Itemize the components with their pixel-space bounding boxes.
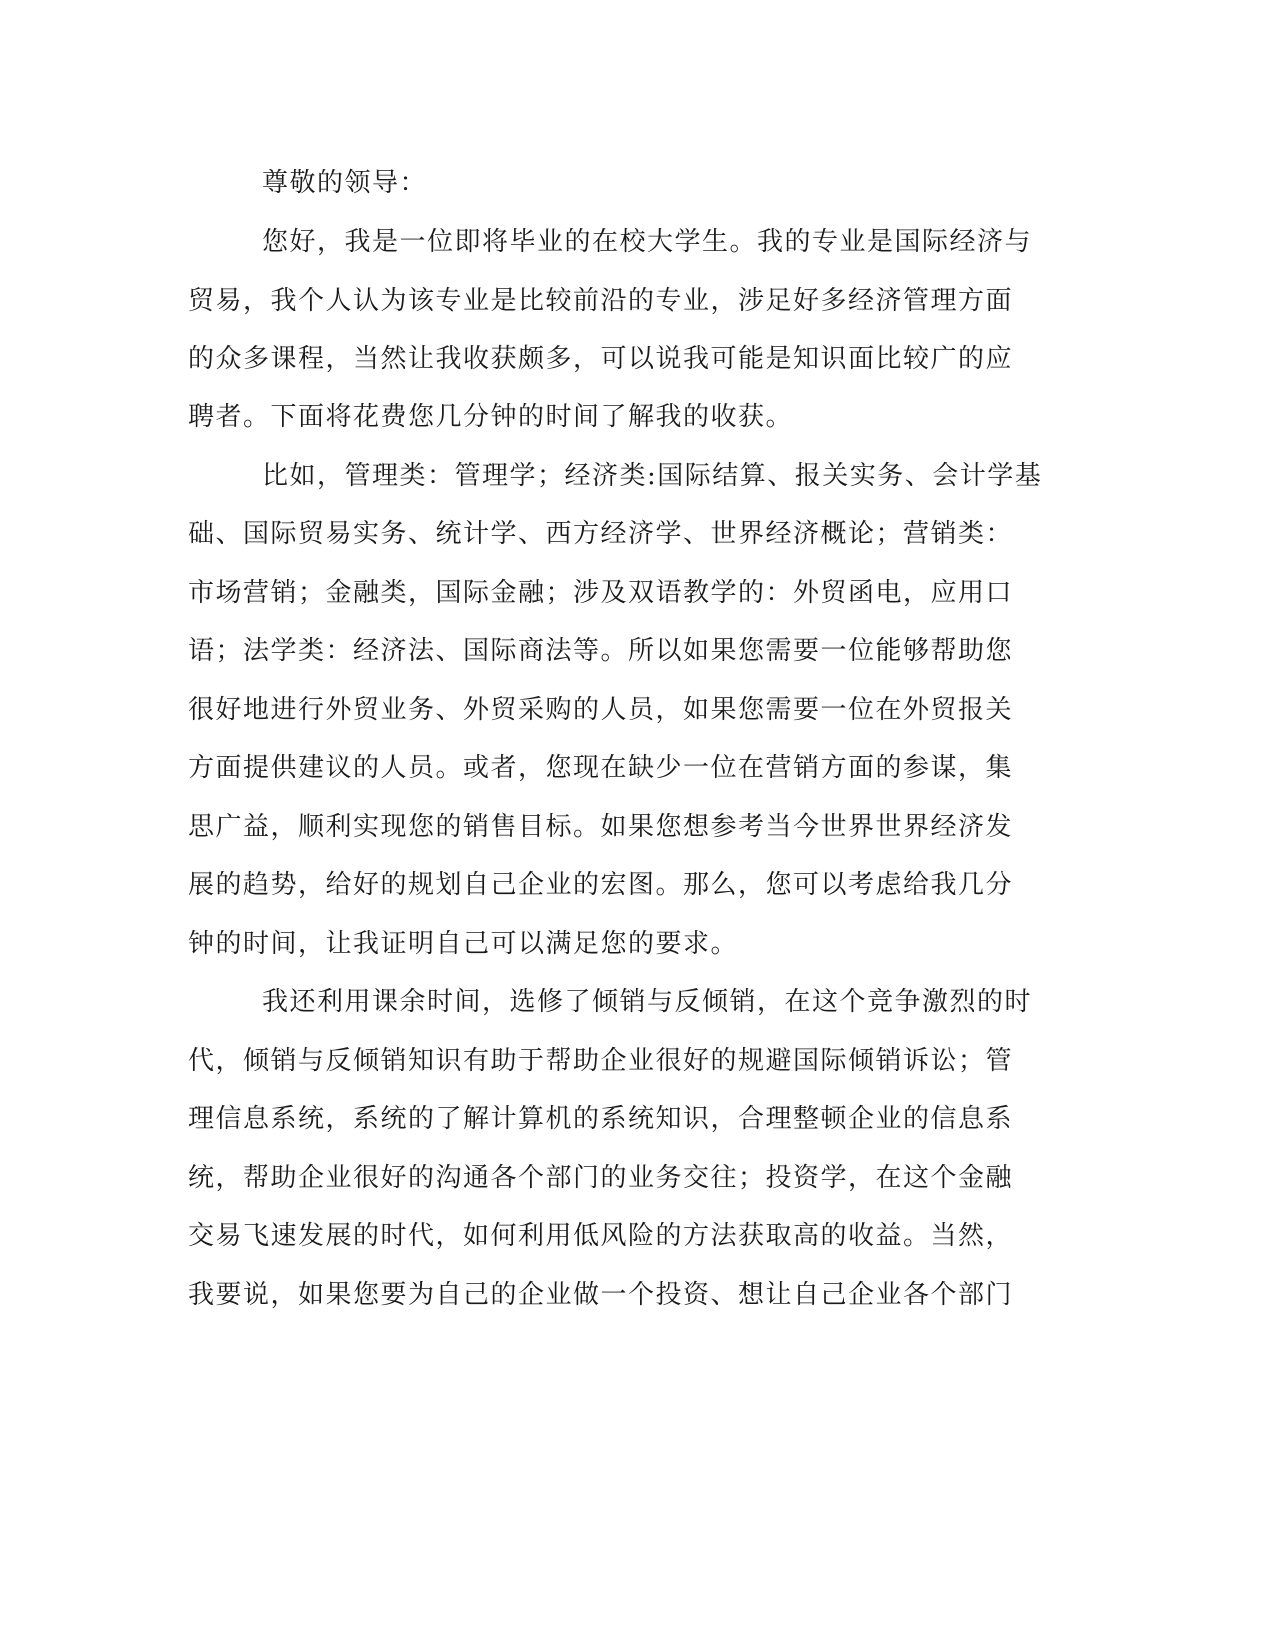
paragraph-line: 您好，我是一位即将毕业的在校大学生。我的专业是国际经济与: [262, 227, 1033, 257]
paragraph-line: 展的趋势，给好的规划自己企业的宏图。那么，您可以考虑给我几分: [188, 870, 1014, 900]
paragraph-line: 思广益，顺利实现您的销售目标。如果您想参考当今世界世界经济发: [188, 812, 1014, 842]
paragraph-line: 交易飞速发展的时代，如何利用低风险的方法获取高的收益。当然，: [188, 1221, 1014, 1251]
paragraph-line: 语；法学类：经济法、国际商法等。所以如果您需要一位能够帮助您: [188, 636, 1014, 666]
paragraph-line: 代，倾销与反倾销知识有助于帮助企业很好的规避国际倾销诉讼；管: [188, 1046, 1014, 1076]
paragraph-line: 聘者。下面将花费您几分钟的时间了解我的收获。: [188, 402, 794, 432]
paragraph-line: 很好地进行外贸业务、外贸采购的人员，如果您需要一位在外贸报关: [188, 695, 1014, 725]
salutation: 尊敬的领导：: [262, 168, 428, 198]
paragraph-line: 市场营销；金融类，国际金融；涉及双语教学的：外贸函电，应用口: [188, 578, 1014, 608]
paragraph-line: 统，帮助企业很好的沟通各个部门的业务交往；投资学，在这个金融: [188, 1163, 1014, 1193]
paragraph-line: 的众多课程，当然让我收获颇多，可以说我可能是知识面比较广的应: [188, 344, 1014, 374]
paragraph-line: 贸易，我个人认为该专业是比较前沿的专业，涉足好多经济管理方面: [188, 286, 1014, 316]
paragraph-line: 础、国际贸易实务、统计学、西方经济学、世界经济概论；营销类：: [188, 519, 1014, 549]
paragraph-line: 比如，管理类：管理学；经济类:国际结算、报关实务、会计学基: [262, 461, 1043, 491]
paragraph-line: 理信息系统，系统的了解计算机的系统知识，合理整顿企业的信息系: [188, 1104, 1014, 1134]
paragraph-line: 我要说，如果您要为自己的企业做一个投资、想让自己企业各个部门: [188, 1280, 1014, 1310]
paragraph-line: 我还利用课余时间，选修了倾销与反倾销，在这个竞争激烈的时: [262, 987, 1033, 1017]
paragraph-line: 钟的时间，让我证明自己可以满足您的要求。: [188, 929, 739, 959]
paragraph-line: 方面提供建议的人员。或者，您现在缺少一位在营销方面的参谋，集: [188, 753, 1014, 783]
